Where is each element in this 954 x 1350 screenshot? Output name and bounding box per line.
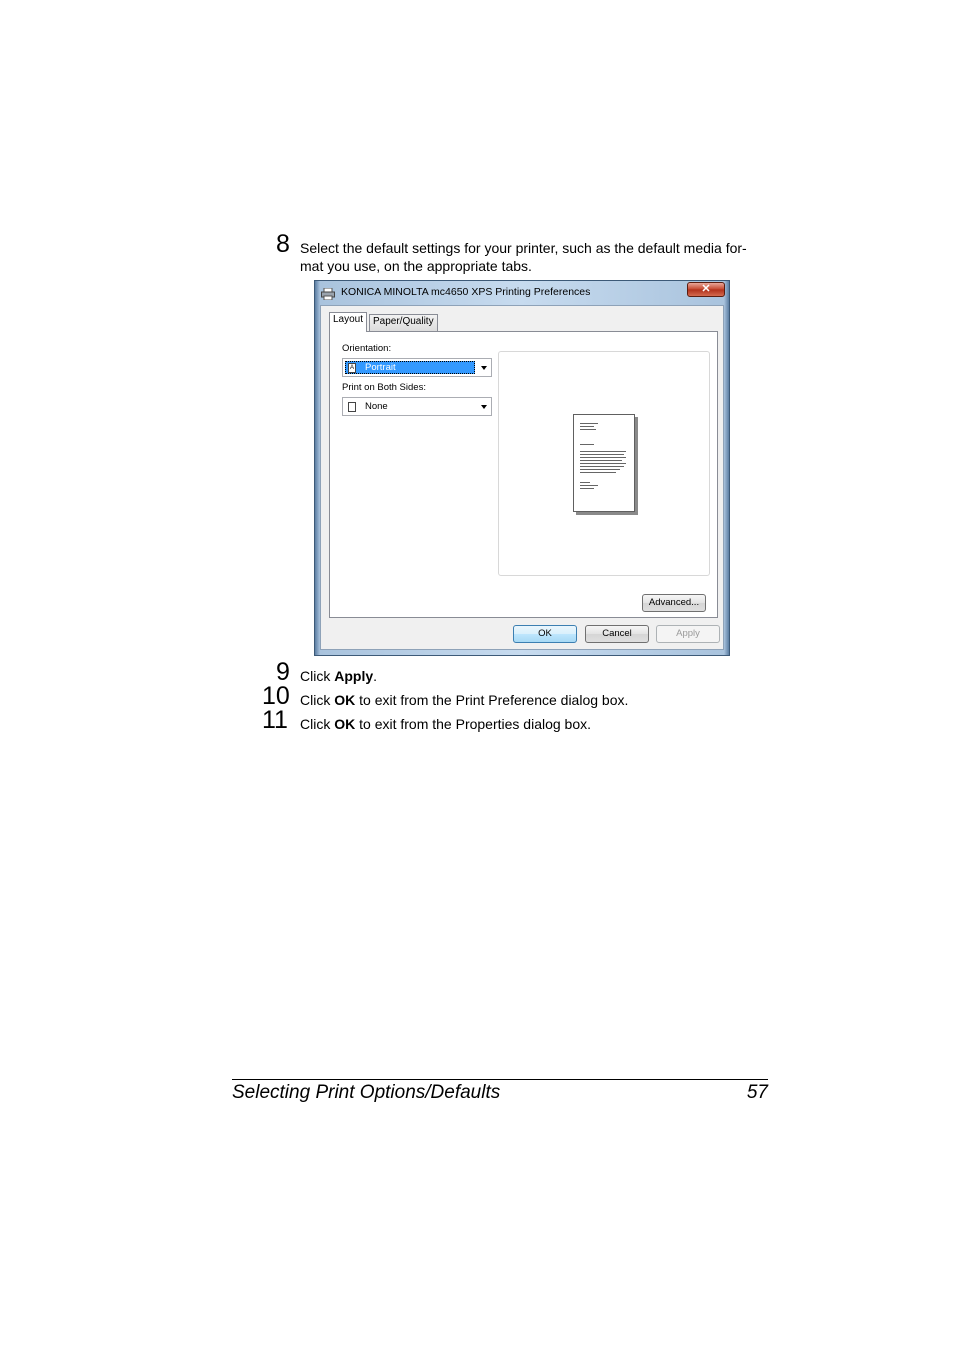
both-sides-select[interactable]: [342, 397, 492, 416]
step-text-11: [300, 715, 770, 733]
layout-tab-panel: [329, 331, 718, 618]
step-text-9-pre: Click: [300, 668, 335, 684]
document-icon: [348, 402, 356, 412]
step-text-9: [300, 667, 770, 685]
cancel-button[interactable]: Cancel: [585, 625, 649, 643]
ok-button[interactable]: OK: [513, 625, 577, 643]
advanced-button[interactable]: Advanced...: [642, 594, 706, 612]
tab-paper-quality[interactable]: Paper/Quality: [369, 314, 438, 331]
page-preview: [498, 351, 710, 576]
footer-section-title: Selecting Print Options/Defaults: [232, 1082, 501, 1103]
step-text-9-bold: Apply: [334, 668, 374, 684]
apply-button[interactable]: Apply: [656, 625, 720, 643]
step-text-8-line2: mat you use, on the appropriate tabs.: [300, 258, 532, 274]
dialog-titlebar: [315, 281, 729, 305]
step-number-8: 8: [276, 230, 290, 258]
orientation-value: Portrait: [365, 362, 396, 373]
step-text-8: [300, 239, 770, 275]
step-text-11-post: to exit from the Properties dialog box.: [355, 716, 592, 732]
step-text-9-post: .: [373, 668, 378, 684]
step-text-8-line1: Select the default settings for your printer, such as the default media for-: [300, 240, 747, 256]
step-number-10: 10: [262, 682, 290, 710]
step-text-10-bold: OK: [334, 692, 356, 708]
footer-divider: [232, 1079, 768, 1080]
orientation-select[interactable]: [342, 358, 492, 377]
tab-layout[interactable]: Layout: [329, 312, 367, 332]
step-text-11-bold: OK: [334, 716, 356, 732]
chevron-down-icon: [481, 405, 487, 409]
dialog-client-area: [320, 305, 724, 650]
both-sides-label: Print on Both Sides:: [342, 382, 426, 393]
both-sides-value: None: [365, 401, 388, 412]
step-number-9: 9: [276, 658, 290, 686]
orientation-label: Orientation:: [342, 343, 392, 354]
dialog-title: KONICA MINOLTA mc4650 XPS Printing Preferences: [341, 286, 591, 298]
page-number: 57: [746, 1082, 768, 1103]
chevron-down-icon: [481, 366, 487, 370]
printer-icon: [321, 287, 335, 299]
step-text-10: [300, 691, 770, 709]
step-text-11-pre: Click: [300, 716, 335, 732]
step-text-10-post: to exit from the Print Preference dialog box.: [355, 692, 629, 708]
printing-preferences-dialog: [314, 280, 730, 656]
step-text-10-pre: Click: [300, 692, 335, 708]
close-icon: ✕: [701, 283, 711, 295]
close-button[interactable]: [687, 282, 725, 297]
preview-page-icon: [573, 414, 635, 512]
step-number-11: 11: [262, 706, 288, 734]
portrait-icon: A: [349, 365, 354, 371]
